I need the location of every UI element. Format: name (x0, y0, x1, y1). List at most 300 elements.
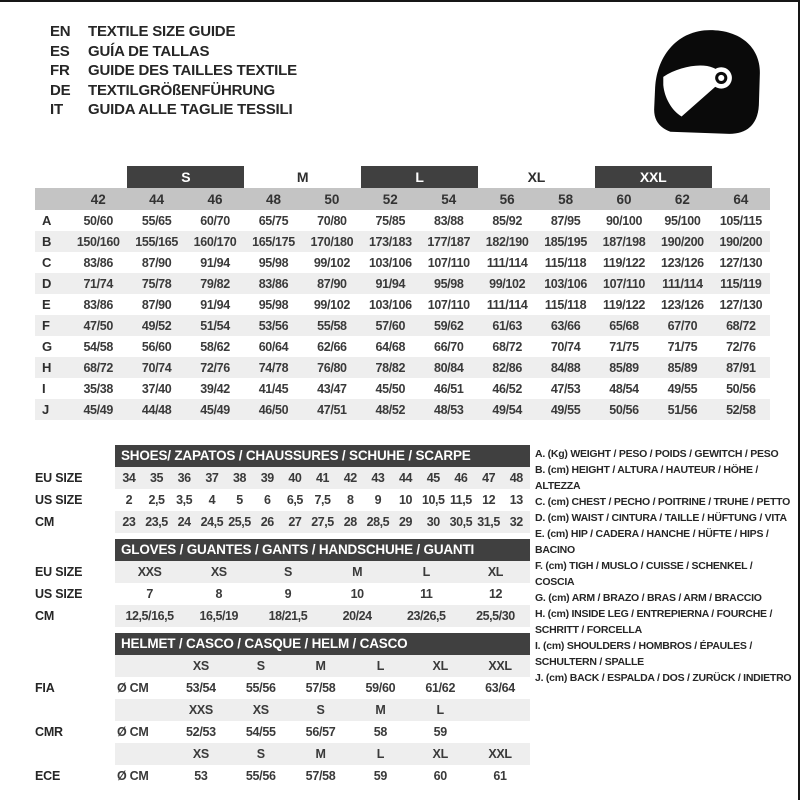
helmet-size-cell: XXL (488, 659, 512, 673)
measurement-cell: 49/54 (492, 402, 522, 417)
row-values (69, 319, 770, 333)
measurement-cell: 87/91 (726, 360, 756, 375)
measurement-cell: 87/90 (141, 297, 172, 312)
measurement-cell: 85/92 (492, 213, 522, 228)
measurement-cell: 55/65 (141, 213, 172, 228)
glove-size-cell: 12,5/16,5 (125, 609, 174, 623)
size-header-cell: 48 (265, 191, 281, 207)
language-row (50, 61, 297, 81)
measurement-cell: 52/58 (726, 402, 756, 417)
row-label: A (42, 213, 52, 228)
measurement-cell: 107/110 (427, 297, 470, 312)
shoes-eu-row (35, 467, 530, 489)
measurement-cell: 68/72 (83, 360, 113, 375)
measurement-cell: 185/195 (544, 234, 587, 249)
textile-row-j (35, 399, 770, 420)
shoes-cm-row (35, 511, 530, 533)
textile-row-i (35, 378, 770, 399)
helmet-icon (646, 26, 768, 140)
textile-size-table (35, 166, 770, 420)
shoe-size-cell: 42 (343, 471, 357, 485)
helmet-size-cell: 54/55 (245, 725, 276, 739)
glove-size-cell: 25,5/30 (476, 609, 515, 623)
measurement-cell: 83/88 (433, 213, 464, 228)
measurement-cell: 107/110 (427, 255, 470, 270)
legend-item-e: E. (cm) HIP / CADERA / HANCHE / HÜFTE / HIPS / BACINO (535, 528, 769, 556)
measurement-cell: 127/130 (719, 255, 763, 270)
textile-row-g (35, 336, 770, 357)
row-values (69, 340, 770, 354)
glove-size-cell: S (283, 565, 292, 579)
helmet-cells (171, 725, 530, 739)
measurement-cell: 49/55 (550, 402, 581, 417)
measurement-cell: 90/100 (605, 213, 643, 228)
helmet-size-cell: XXL (488, 747, 512, 761)
measurement-cell: 48/52 (375, 402, 406, 417)
shoe-size-cell: 6 (263, 493, 271, 507)
shoe-size-cell: 9 (374, 493, 382, 507)
measurement-cell: 50/56 (726, 381, 756, 396)
glove-size-cell: XS (210, 565, 227, 579)
glove-size-cell: 11 (420, 587, 433, 601)
legend-item-d: D. (cm) WAIST / CINTURA / TAILLE / HÜFTUNG / VITA (535, 512, 787, 524)
shoe-size-cell: 8 (346, 493, 354, 507)
size-letter-xxl: XXL (595, 166, 712, 188)
measurement-cell: 48/54 (609, 381, 639, 396)
helmet-size-cell: XL (432, 747, 448, 761)
measurement-cell: 76/80 (317, 360, 347, 375)
row-label: US SIZE (35, 493, 83, 507)
measurement-cell: 95/98 (433, 276, 464, 291)
shoes-table-header: SHOES/ ZAPATOS / CHAUSSURES / SCHUHE / SCARPE (115, 445, 530, 467)
helmet-size-cell: XXS (188, 703, 213, 717)
measurement-cell: 85/89 (609, 360, 639, 375)
legend-item-b: B. (cm) HEIGHT / ALTURA / HAUTEUR / HÖHE / ALTEZZA (535, 464, 759, 492)
measurement-cell: 47/53 (550, 381, 581, 396)
textile-row-c (35, 252, 770, 273)
language-code: FR (50, 62, 70, 79)
measurement-cell: 50/56 (609, 402, 639, 417)
helmet-size-cell: 55/56 (245, 769, 276, 783)
measurement-cell: 107/110 (602, 276, 646, 291)
guide-title-it: GUIDA ALLE TAGLIE TESSILI (88, 101, 293, 118)
measurement-cell: 127/130 (719, 297, 763, 312)
shoe-size-cell: 40 (288, 471, 302, 485)
size-letter-s: S (127, 166, 244, 188)
shoe-size-cell: 26 (260, 515, 274, 529)
measurement-cell: 68/72 (726, 318, 756, 333)
measurement-cell: 37/40 (141, 381, 172, 396)
language-row (50, 81, 297, 101)
shoe-size-cell: 7,5 (314, 493, 331, 507)
helmet-size-cell: 58 (373, 725, 388, 739)
helmet-fia-sizes-row (35, 655, 530, 677)
size-header-cell: 52 (382, 191, 398, 207)
row-label: H (42, 360, 52, 375)
row-values (115, 467, 530, 489)
gloves-table (35, 539, 530, 627)
guide-title-en: TEXTILE SIZE GUIDE (88, 23, 236, 40)
legend-item-f: F. (cm) TIGH / MUSLO / CUISSE / SCHENKEL / COSCIA (535, 560, 753, 588)
measurement-cell: 56/60 (141, 339, 172, 354)
measurement-cell: 51/56 (667, 402, 698, 417)
size-letter-l: L (361, 166, 478, 188)
numeric-sizes (69, 192, 770, 207)
helmet-size-cell: 59/60 (365, 681, 396, 695)
row-label: FIA (35, 681, 55, 695)
size-letter-row (69, 166, 770, 188)
shoe-size-cell: 24 (177, 515, 191, 529)
helmet-ece-sizes-row (35, 743, 530, 765)
shoe-size-cell: 28 (343, 515, 357, 529)
measurement-cell: 99/102 (313, 255, 350, 270)
size-header-cell: 64 (733, 191, 749, 207)
measurement-cell: 58/62 (200, 339, 230, 354)
helmet-ece-row (35, 765, 530, 787)
measurement-cell: 83/86 (83, 297, 113, 312)
glove-size-cell: 20/24 (342, 609, 372, 623)
shoe-size-cell: 36 (177, 471, 191, 485)
guide-title-es: GUÍA DE TALLAS (88, 42, 210, 60)
row-values (115, 605, 530, 627)
shoe-size-cell: 27,5 (311, 515, 334, 529)
helmet-size-cell: XS (252, 703, 269, 717)
measurement-cell: 45/49 (83, 402, 113, 417)
helmet-size-cell: 57/58 (305, 769, 336, 783)
glove-size-cell: M (352, 565, 363, 579)
shoe-size-cell: 13 (509, 493, 523, 507)
row-values (115, 561, 530, 583)
measurement-cell: 103/106 (544, 276, 587, 291)
size-header-cell: 42 (90, 191, 106, 207)
legend-item-a: A. (Kg) WEIGHT / PESO / POIDS / GEWITCH / PESO (535, 448, 779, 460)
legend-item-g: G. (cm) ARM / BRAZO / BRAS / ARM / BRACCIO (535, 592, 762, 604)
measurement-cell: 43/47 (317, 381, 347, 396)
size-header-cell: 58 (558, 191, 574, 207)
size-letter-xl: XL (527, 169, 546, 185)
measurement-cell: 103/106 (368, 297, 412, 312)
size-header-cell: 44 (149, 191, 165, 207)
measurement-cell: 46/52 (492, 381, 522, 396)
shoe-size-cell: 32 (509, 515, 523, 529)
measurement-cell: 91/94 (375, 276, 406, 291)
measurement-cell: 82/86 (492, 360, 522, 375)
measurement-cell: 84/88 (550, 360, 581, 375)
helmet-size-cell: L (376, 659, 385, 673)
row-label: E (42, 297, 51, 312)
row-values (115, 655, 530, 677)
measurement-cell: 67/70 (667, 318, 698, 333)
helmet-size-cell: 57/58 (305, 681, 336, 695)
row-label (35, 699, 115, 721)
shoe-size-cell: 47 (482, 471, 496, 485)
measurement-cell: 72/76 (726, 339, 756, 354)
row-label: CM (35, 515, 55, 529)
measurement-cell: 72/76 (200, 360, 230, 375)
guide-title-de: TEXTILGRÖßENFÜHRUNG (88, 81, 276, 99)
shoe-size-cell: 43 (371, 471, 385, 485)
language-code: EN (50, 23, 71, 40)
shoe-size-cell: 44 (399, 471, 413, 485)
row-label: G (42, 339, 53, 354)
gloves-eu-row (35, 561, 530, 583)
helmet-size-cell: S (256, 747, 265, 761)
measurement-cell: 123/126 (661, 255, 704, 270)
measurement-cell: 35/38 (83, 381, 113, 396)
helmet-size-cell: 63/64 (485, 681, 515, 695)
shoe-size-cell: 28,5 (366, 515, 390, 529)
measurement-cell: 68/72 (492, 339, 522, 354)
measurement-cell: 170/180 (310, 234, 354, 249)
row-label: US SIZE (35, 587, 83, 601)
measurement-cell: 59/62 (433, 318, 464, 333)
glove-size-cell: 12 (488, 587, 502, 601)
measurement-cell: 111/114 (662, 276, 703, 291)
measurement-cell: 53/56 (258, 318, 289, 333)
measurement-cell: 91/94 (200, 297, 230, 312)
helmet-cmr-row (35, 721, 530, 743)
measurement-cell: 64/68 (375, 339, 406, 354)
diameter-label: Ø CM (117, 769, 149, 783)
row-values (115, 721, 530, 743)
glove-size-cell: 7 (146, 587, 153, 601)
language-title-list (50, 22, 297, 120)
row-label: CM (35, 609, 55, 623)
helmet-size-cell: 60 (433, 769, 447, 783)
row-values (69, 256, 770, 270)
measurement-cell: 60/64 (258, 339, 289, 354)
helmet-size-cell: S (316, 703, 325, 717)
language-row (50, 100, 297, 120)
measurement-cell: 95/100 (664, 213, 701, 228)
shoes-us-row (35, 489, 530, 511)
helmet-size-cell: L (436, 703, 444, 717)
language-code: DE (50, 81, 71, 99)
measurement-cell: 190/200 (719, 234, 763, 249)
row-label (35, 655, 115, 677)
gloves-table-header: GLOVES / GUANTES / GANTS / HANDSCHUHE / GUANTI (115, 539, 530, 561)
size-header-cell: 62 (674, 191, 690, 207)
helmet-size-cell: XS (192, 659, 209, 673)
glove-size-cell: 10 (350, 587, 364, 601)
row-values (115, 583, 530, 605)
measurement-cell: 190/200 (661, 234, 704, 249)
row-label: B (42, 234, 52, 249)
row-label: EU SIZE (35, 565, 83, 579)
row-values (115, 677, 530, 699)
measurement-cell: 71/75 (609, 339, 639, 354)
shoe-size-cell: 11,5 (449, 493, 472, 507)
row-label: I (42, 381, 46, 396)
shoe-size-cell: 45 (426, 471, 440, 485)
language-code: IT (50, 101, 63, 118)
measurement-cell: 50/60 (83, 213, 113, 228)
helmet-size-cell: 56/57 (305, 725, 336, 739)
measurement-cell: 95/98 (258, 297, 289, 312)
measurement-cell: 63/66 (550, 318, 581, 333)
measurement-cell: 66/70 (433, 339, 464, 354)
textile-row-e (35, 294, 770, 315)
row-values (115, 511, 530, 533)
legend-item-h: H. (cm) INSIDE LEG / ENTREPIERNA / FOURCHE / SCHRITT / FORCELLA (535, 608, 773, 636)
measurement-cell: 83/86 (258, 276, 289, 291)
measurement-cell: 79/82 (200, 276, 230, 291)
size-header-cell: 56 (499, 191, 515, 207)
measurement-cell: 74/78 (258, 360, 289, 375)
legend-item-i: I. (cm) SHOULDERS / HOMBROS / ÉPAULES / SCHULTERN / SPALLE (535, 640, 752, 668)
measurement-cell: 57/60 (375, 318, 406, 333)
row-values (69, 277, 770, 291)
glove-size-cell: 16,5/19 (199, 609, 239, 623)
shoe-size-cell: 27 (288, 515, 302, 529)
measurement-cell: 51/54 (200, 318, 230, 333)
size-header-cell: 60 (616, 191, 632, 207)
measurement-legend (535, 446, 793, 686)
glove-size-cell: L (422, 565, 430, 579)
measurement-cell: 71/75 (667, 339, 698, 354)
glove-size-cell: 18/21,5 (268, 609, 308, 623)
shoe-size-cell: 30,5 (449, 515, 473, 529)
measurement-cell: 119/122 (602, 297, 646, 312)
shoe-size-cell: 41 (316, 471, 330, 485)
measurement-cell: 80/84 (433, 360, 464, 375)
measurement-cell: 39/42 (200, 381, 230, 396)
measurement-cell: 105/115 (719, 213, 762, 228)
measurement-cell: 41/45 (258, 381, 289, 396)
row-label (35, 743, 115, 765)
measurement-cell: 49/55 (667, 381, 698, 396)
shoe-size-cell: 12 (482, 493, 496, 507)
row-values (115, 765, 530, 787)
measurement-cell: 91/94 (200, 255, 230, 270)
measurement-cell: 46/51 (433, 381, 464, 396)
shoe-size-cell: 23 (122, 515, 136, 529)
helmet-size-cell: M (315, 747, 326, 761)
measurement-cell: 70/80 (317, 213, 347, 228)
helmet-size-cell: S (256, 659, 265, 673)
shoes-table (35, 445, 530, 533)
helmet-size-cell: M (375, 703, 386, 717)
row-values (69, 298, 770, 312)
measurement-cell: 87/95 (550, 213, 581, 228)
glove-size-cell: 8 (215, 587, 223, 601)
measurement-cell: 48/53 (433, 402, 464, 417)
guide-title-fr: GUIDE DES TAILLES TEXTILE (88, 62, 297, 79)
size-header-cell: 50 (324, 191, 340, 207)
shoe-size-cell: 35 (150, 471, 164, 485)
language-code: ES (50, 42, 70, 60)
helmet-size-cell: 61 (493, 769, 507, 783)
measurement-cell: 75/85 (375, 213, 406, 228)
shoe-size-cell: 46 (454, 471, 468, 485)
measurement-cell: 123/126 (661, 297, 704, 312)
shoe-size-cell: 10,5 (421, 493, 445, 507)
shoe-size-cell: 37 (205, 471, 219, 485)
glove-size-cell: XL (487, 565, 503, 579)
helmet-cells (171, 703, 530, 717)
shoe-size-cell: 29 (399, 515, 413, 529)
helmet-size-cell: XS (192, 747, 209, 761)
helmet-fia-row (35, 677, 530, 699)
measurement-cell: 45/49 (200, 402, 230, 417)
legend-item-c: C. (cm) CHEST / PECHO / POITRINE / TRUHE / PETTO (535, 496, 791, 508)
size-letter-m: M (296, 169, 309, 185)
row-values (69, 403, 770, 417)
helmet-size-cell: 53 (194, 769, 208, 783)
helmet-size-cell: L (376, 747, 385, 761)
measurement-cell: 60/70 (200, 213, 230, 228)
helmet-table-header: HELMET / CASCO / CASQUE / HELM / CASCO (115, 633, 530, 655)
measurement-cell: 111/114 (486, 255, 528, 270)
glove-size-cell: XXS (137, 565, 162, 579)
legend-item-j: J. (cm) BACK / ESPALDA / DOS / ZURÜCK / INDIETRO (535, 672, 792, 684)
measurement-cell: 103/106 (368, 255, 412, 270)
helmet-size-cell: 59 (373, 769, 388, 783)
shoe-size-cell: 6,5 (286, 493, 303, 507)
measurement-cell: 95/98 (258, 255, 289, 270)
helmet-cmr-sizes-row (35, 699, 530, 721)
shoe-size-cell: 39 (260, 471, 274, 485)
shoe-size-cell: 2,5 (148, 493, 165, 507)
measurement-cell: 47/50 (83, 318, 113, 333)
accessory-tables (35, 445, 530, 793)
gloves-us-row (35, 583, 530, 605)
row-label: CMR (35, 725, 63, 739)
measurement-cell: 78/82 (375, 360, 406, 375)
measurement-cell: 62/66 (317, 339, 347, 354)
textile-row-b (35, 231, 770, 252)
measurement-cell: 182/190 (485, 234, 529, 249)
row-values (115, 489, 530, 511)
shoe-size-cell: 10 (399, 493, 413, 507)
row-values (69, 382, 770, 396)
helmet-size-cell: 55/56 (245, 681, 276, 695)
measurement-cell: 155/165 (135, 234, 178, 249)
helmet-size-cell (470, 703, 530, 717)
measurement-cell: 165/175 (252, 234, 295, 249)
shoe-size-cell: 25,5 (228, 515, 251, 529)
measurement-cell: 54/58 (83, 339, 113, 354)
measurement-cell: 87/90 (141, 255, 172, 270)
row-label: C (42, 255, 52, 270)
measurement-cell: 150/160 (76, 234, 120, 249)
measurement-cell: 83/86 (83, 255, 113, 270)
measurement-cell: 65/68 (609, 318, 639, 333)
textile-row-a (35, 210, 770, 231)
glove-size-cell: 23/26,5 (406, 609, 446, 623)
helmet-cells (171, 681, 530, 695)
measurement-cell: 177/187 (427, 234, 471, 249)
measurement-cell: 71/74 (83, 276, 113, 291)
helmet-size-cell (470, 725, 530, 739)
measurement-cell: 61/63 (492, 318, 522, 333)
measurement-cell: 111/114 (486, 297, 528, 312)
helmet-size-cell: XL (432, 659, 448, 673)
helmet-size-cell: M (315, 659, 326, 673)
measurement-cell: 46/50 (258, 402, 289, 417)
shoe-size-cell: 24,5 (200, 515, 224, 529)
measurement-cell: 99/102 (489, 276, 526, 291)
helmet-size-cell: 52/53 (186, 725, 216, 739)
textile-row-h (35, 357, 770, 378)
size-header-cell: 46 (207, 191, 223, 207)
glove-size-cell: 9 (284, 587, 292, 601)
row-values (115, 699, 530, 721)
language-row (50, 22, 297, 42)
shoe-size-cell: 3,5 (176, 493, 193, 507)
row-label: F (42, 318, 50, 333)
row-values (115, 743, 530, 765)
